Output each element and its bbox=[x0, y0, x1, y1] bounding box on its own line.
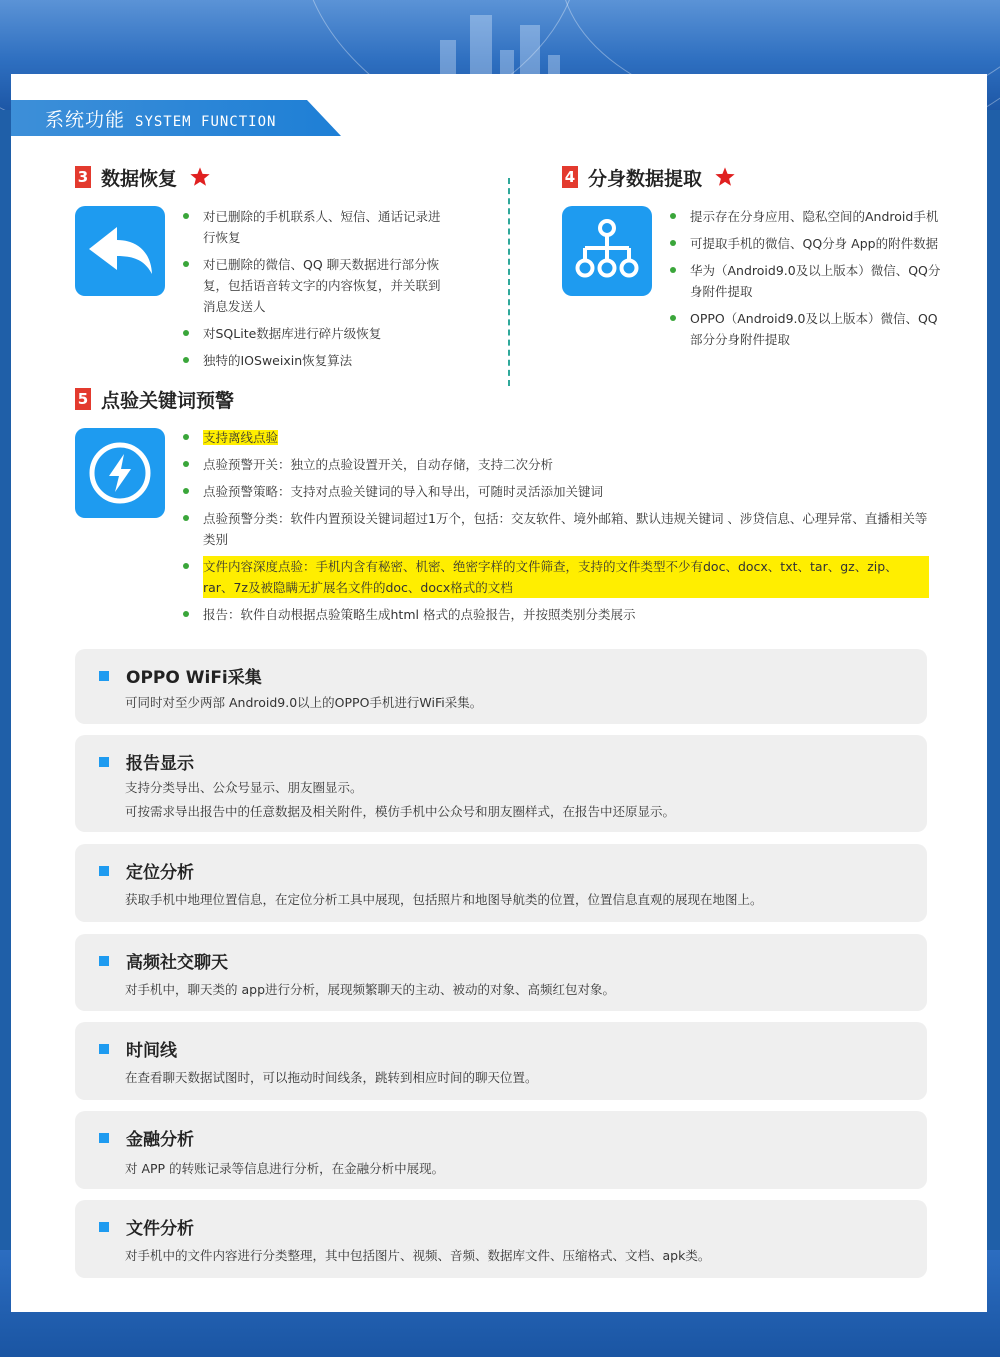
section-keyword-alert-heading bbox=[75, 386, 234, 412]
card-title bbox=[99, 663, 262, 688]
feature-card-timeline bbox=[75, 1022, 927, 1100]
card-text-line: 对手机中的文件内容进行分类整理，其中包括图片、视频、音频、数据库文件、压缩格式、文档、apk类。 bbox=[125, 1248, 711, 1263]
section-title: 数据恢复 bbox=[101, 167, 178, 190]
card-text-line: 获取手机中地理位置信息，在定位分析工具中展现，包括照片和地图导航类的位置，位置信息直观的展现在地图上。 bbox=[125, 892, 763, 907]
star-icon bbox=[189, 166, 211, 188]
section-title: 分身数据提取 bbox=[588, 167, 703, 190]
list-item: 点验预警策略：支持对点验关键词的导入和导出，可随时灵活添加关键词 bbox=[181, 481, 929, 502]
square-bullet-icon bbox=[99, 1044, 109, 1054]
card-text-line: 对手机中，聊天类的 app进行分析，展现频繁聊天的主动、被动的对象、高频红包对象。 bbox=[125, 982, 616, 997]
card-body bbox=[125, 1157, 444, 1181]
section-number: 5 bbox=[75, 388, 91, 410]
section-title: 点验关键词预警 bbox=[101, 389, 235, 412]
banner-title-en: SYSTEM FUNCTION bbox=[135, 114, 277, 130]
card-title bbox=[99, 749, 194, 774]
square-bullet-icon bbox=[99, 1133, 109, 1143]
highlighted-text: 文件内容深度点验：手机内含有秘密、机密、绝密字样的文件筛查，支持的文件类型不少有doc、docx、txt、tar、gz、zip、rar、7z及被隐瞒无扩展名文件的doc、docx格式的文档 bbox=[203, 556, 929, 598]
square-bullet-icon bbox=[99, 956, 109, 966]
list-item: 华为（Android9.0及以上版本）微信、QQ分身附件提取 bbox=[668, 260, 943, 302]
feature-card-oppo-wifi bbox=[75, 649, 927, 724]
card-title-text: 文件分析 bbox=[126, 1219, 194, 1239]
star-icon bbox=[714, 166, 736, 188]
card-title bbox=[99, 858, 194, 883]
feature-card-file-analysis bbox=[75, 1200, 927, 1278]
keyword-alert-list bbox=[181, 427, 929, 631]
card-body bbox=[125, 1066, 538, 1090]
feature-card-report-display bbox=[75, 735, 927, 832]
list-item: OPPO（Android9.0及以上版本）微信、QQ 部分分身附件提取 bbox=[668, 308, 943, 350]
list-item: 独特的IOSweixin恢复算法 bbox=[181, 350, 443, 371]
card-text-line: 支持分类导出、公众号显示、朋友圈显示。 bbox=[125, 780, 363, 795]
section-number: 4 bbox=[562, 166, 578, 188]
card-body bbox=[125, 1244, 710, 1268]
section-clone-data-heading bbox=[562, 164, 736, 190]
card-title bbox=[99, 1036, 177, 1061]
list-item: 对已删除的手机联系人、短信、通话记录进行恢复 bbox=[181, 206, 443, 248]
list-item: 点验预警开关：独立的点验设置开关，自动存储，支持二次分析 bbox=[181, 454, 929, 475]
banner-title-cn: 系统功能 bbox=[45, 109, 126, 131]
card-body bbox=[125, 776, 675, 824]
list-item: 提示存在分身应用、隐私空间的Android手机 bbox=[668, 206, 943, 227]
list-item: 可提取手机的微信、QQ分身 App的附件数据 bbox=[668, 233, 943, 254]
square-bullet-icon bbox=[99, 757, 109, 767]
card-title-text: 高频社交聊天 bbox=[126, 953, 228, 973]
card-title bbox=[99, 1214, 194, 1239]
card-body bbox=[125, 978, 615, 1002]
feature-card-location bbox=[75, 844, 927, 922]
card-title-text: 报告显示 bbox=[126, 754, 194, 774]
card-text-line: 在查看聊天数据试图时，可以拖动时间线条，跳转到相应时间的聊天位置。 bbox=[125, 1070, 538, 1085]
highlighted-text: 支持离线点验 bbox=[203, 430, 279, 445]
card-title bbox=[99, 1125, 194, 1150]
card-title-text: 金融分析 bbox=[126, 1130, 194, 1150]
section-data-recovery-heading bbox=[75, 164, 211, 190]
feature-card-finance bbox=[75, 1111, 927, 1189]
list-item: 报告：软件自动根据点验策略生成html 格式的点验报告，并按照类别分类展示 bbox=[181, 604, 929, 625]
card-body bbox=[125, 691, 482, 715]
list-item: 对SQLite数据库进行碎片级恢复 bbox=[181, 323, 443, 344]
list-item-highlighted bbox=[181, 556, 929, 598]
list-item-highlighted bbox=[181, 427, 929, 448]
section-banner bbox=[11, 100, 341, 136]
square-bullet-icon bbox=[99, 671, 109, 681]
card-text-line: 对 APP 的转账记录等信息进行分析，在金融分析中展现。 bbox=[125, 1161, 445, 1176]
card-title bbox=[99, 948, 228, 973]
lightning-icon bbox=[75, 428, 165, 518]
section-number: 3 bbox=[75, 166, 91, 188]
card-title-text: 定位分析 bbox=[126, 863, 194, 883]
card-text-line: 可同时对至少两部 Android9.0以上的OPPO手机进行WiFi采集。 bbox=[125, 695, 483, 710]
list-item: 对已删除的微信、QQ 聊天数据进行部分恢复，包括语音转文字的内容恢复，并关联到消息发送人 bbox=[181, 254, 443, 317]
card-body bbox=[125, 888, 763, 912]
card-title-text: OPPO WiFi采集 bbox=[126, 668, 262, 688]
data-recovery-list bbox=[181, 206, 443, 377]
banner-title bbox=[45, 105, 276, 132]
square-bullet-icon bbox=[99, 866, 109, 876]
feature-card-social-chat bbox=[75, 934, 927, 1011]
card-title-text: 时间线 bbox=[126, 1041, 177, 1061]
clone-data-list bbox=[668, 206, 943, 356]
undo-arrow-icon bbox=[75, 206, 165, 296]
square-bullet-icon bbox=[99, 1222, 109, 1232]
list-item: 点验预警分类：软件内置预设关键词超过1万个，包括：交友软件、境外邮箱、默认违规关键词 、涉贷信息、心理异常、直播相关等类别 bbox=[181, 508, 929, 550]
hierarchy-icon bbox=[562, 206, 652, 296]
card-text-line: 可按需求导出报告中的任意数据及相关附件，模仿手机中公众号和朋友圈样式，在报告中还原显示。 bbox=[125, 804, 676, 819]
section-divider bbox=[508, 178, 510, 386]
